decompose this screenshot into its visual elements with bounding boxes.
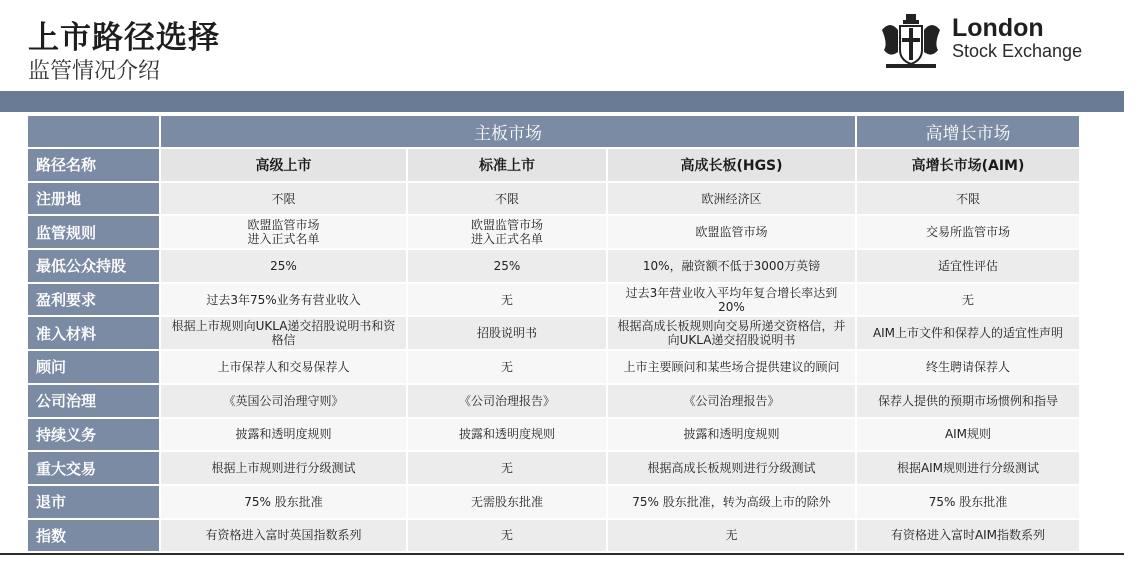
table-cell: 欧盟监管市场 进入正式名单 (161, 216, 406, 248)
table-cell: 无 (408, 284, 606, 316)
row-label: 准入材料 (28, 317, 159, 349)
table-cell: 保荐人提供的预期市场惯例和指导 (857, 385, 1079, 417)
table-cell: 根据AIM规则进行分级测试 (857, 452, 1079, 484)
header-band (0, 91, 1124, 112)
logo-text-london: London (952, 14, 1044, 42)
logo-text-stock-exchange: Stock Exchange (952, 41, 1083, 61)
table-cell: 披露和透明度规则 (161, 419, 406, 451)
group-header-growth-market: 高增长市场 (857, 116, 1079, 147)
table-cell: 终生聘请保荐人 (857, 351, 1079, 383)
table-cell: 欧洲经济区 (608, 183, 855, 215)
lse-logo (876, 10, 1086, 72)
table-cell: 过去3年75%业务有营业收入 (161, 284, 406, 316)
table-cell: 10%，融资额不低于3000万英镑 (608, 250, 855, 282)
table-cell: 根据高成长板规则向交易所递交资格信，并向UKLA递交招股说明书 (608, 317, 855, 349)
row-label: 监管规则 (28, 216, 159, 248)
table-cell: 25% (408, 250, 606, 282)
table-cell: 欧盟监管市场 进入正式名单 (408, 216, 606, 248)
table-cell: 无 (608, 520, 855, 552)
table-cell: AIM规则 (857, 419, 1079, 451)
table-cell: AIM上市文件和保荐人的适宜性声明 (857, 317, 1079, 349)
table-cell: 上市保荐人和交易保荐人 (161, 351, 406, 383)
table-cell: 上市主要顾问和某些场合提供建议的顾问 (608, 351, 855, 383)
table-cell: 75% 股东批准，转为高级上市的除外 (608, 486, 855, 518)
table-cell: 招股说明书 (408, 317, 606, 349)
group-header-main-market: 主板市场 (161, 116, 855, 147)
table-cell: 适宜性评估 (857, 250, 1079, 282)
path-aim: 高增长市场(AIM) (857, 149, 1079, 181)
table-cell: 不限 (857, 183, 1079, 215)
row-label: 公司治理 (28, 385, 159, 417)
footer-rule (0, 553, 1124, 555)
table-cell: 无 (408, 452, 606, 484)
row-label: 顾问 (28, 351, 159, 383)
table-cell: 无 (408, 520, 606, 552)
table-cell: 交易所监管市场 (857, 216, 1079, 248)
table-cell: 披露和透明度规则 (408, 419, 606, 451)
path-premium-listing: 高级上市 (161, 149, 406, 181)
table-cell: 75% 股东批准 (161, 486, 406, 518)
row-label: 指数 (28, 520, 159, 552)
page-subtitle: 监管情况介绍 (28, 59, 161, 84)
path-hgs: 高成长板(HGS) (608, 149, 855, 181)
table-cell: 25% (161, 250, 406, 282)
table-corner (28, 116, 159, 147)
table-cell: 披露和透明度规则 (608, 419, 855, 451)
table-cell: 无 (857, 284, 1079, 316)
table-cell: 《公司治理报告》 (608, 385, 855, 417)
row-label: 重大交易 (28, 452, 159, 484)
row-label: 最低公众持股 (28, 250, 159, 282)
row-label-path-name: 路径名称 (28, 149, 159, 181)
row-label: 退市 (28, 486, 159, 518)
table-cell: 无 (408, 351, 606, 383)
table-cell: 有资格进入富时英国指数系列 (161, 520, 406, 552)
page-title: 上市路径选择 (28, 20, 220, 56)
row-label: 注册地 (28, 183, 159, 215)
listing-path-table (28, 116, 1079, 551)
table-cell: 75% 股东批准 (857, 486, 1079, 518)
table-cell: 根据上市规则进行分级测试 (161, 452, 406, 484)
table-cell: 《英国公司治理守则》 (161, 385, 406, 417)
table-cell: 《公司治理报告》 (408, 385, 606, 417)
table-cell: 不限 (161, 183, 406, 215)
table-cell: 不限 (408, 183, 606, 215)
table-cell: 有资格进入富时AIM指数系列 (857, 520, 1079, 552)
row-label: 盈利要求 (28, 284, 159, 316)
table-cell: 根据上市规则向UKLA递交招股说明书和资格信 (161, 317, 406, 349)
table-cell: 根据高成长板规则进行分级测试 (608, 452, 855, 484)
coat-of-arms-icon (876, 10, 946, 72)
table-cell: 无需股东批准 (408, 486, 606, 518)
table-cell: 欧盟监管市场 (608, 216, 855, 248)
path-standard-listing: 标准上市 (408, 149, 606, 181)
table-cell: 过去3年营业收入平均年复合增长率达到20% (608, 284, 855, 316)
row-label: 持续义务 (28, 419, 159, 451)
